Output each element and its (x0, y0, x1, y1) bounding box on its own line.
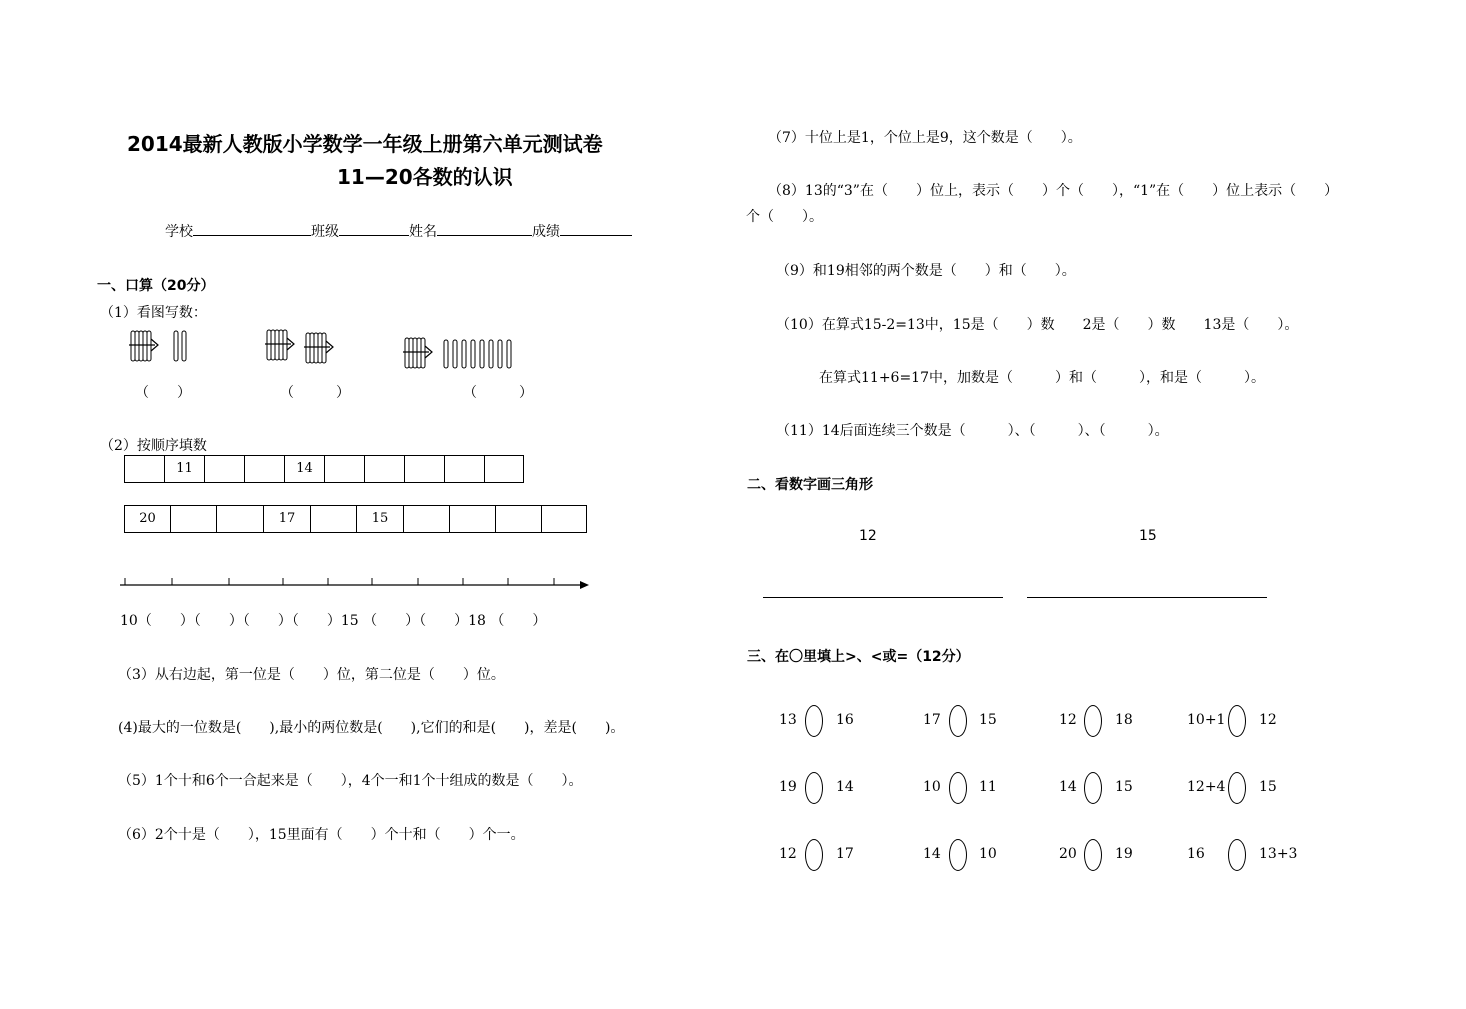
q1-blank-3[interactable]: （ ） (463, 385, 533, 401)
stick-icon (283, 330, 287, 360)
compare-left-value: 10+1 (1187, 712, 1226, 728)
compare-left-value: 12 (779, 846, 797, 862)
q1-label: （1）看图写数： (100, 305, 207, 321)
question-9: （9）和19相邻的两个数是（ ）和（ ）。 (776, 263, 1076, 279)
sequence-blank-cell[interactable] (325, 456, 365, 482)
stick-icon (310, 333, 314, 363)
stick-icon (271, 330, 275, 360)
sequence-number-cell: 14 (285, 456, 325, 482)
stick-icon (267, 330, 271, 360)
stick-icon (314, 333, 318, 363)
question-11: （11）14后面连续三个数是（ ）、（ ）、（ ）。 (776, 423, 1169, 439)
sequence-blank-cell[interactable] (245, 456, 285, 482)
stick-icon (444, 340, 448, 368)
stick-icon (489, 340, 493, 368)
stick-icon (405, 338, 409, 368)
stick-icon (417, 338, 421, 368)
numberline-labels: 10（ ）（ ）（ ）（ ）15 （ ）（ ）18 （ ） (120, 613, 547, 629)
sequence-number-cell: 11 (165, 456, 205, 482)
stick-icon (421, 338, 425, 368)
stick-icon (135, 331, 139, 361)
counting-sticks-picture (0, 0, 1, 1)
stick-icon (279, 330, 283, 360)
question-4: (4)最大的一位数是( ),最小的两位数是( ),它们的和是( )，差是( )。 (118, 720, 625, 736)
stick-icon (462, 340, 466, 368)
score-label: 成绩 (532, 224, 560, 240)
stick-icon (322, 333, 326, 363)
compare-right-value: 11 (979, 779, 997, 795)
question-8-line2: 个（ ）。 (746, 209, 823, 225)
compare-right-value: 15 (979, 712, 997, 728)
sequence-blank-cell[interactable] (311, 506, 357, 532)
compare-circle-blank[interactable] (1228, 839, 1246, 871)
compare-right-value: 18 (1115, 712, 1133, 728)
compare-left-value: 16 (1187, 846, 1205, 862)
stick-icon (507, 340, 511, 368)
sequence-blank-cell[interactable] (496, 506, 542, 532)
question-10-line2: 在算式11+6=17中，加数是（ ）和（ ），和是（ ）。 (819, 370, 1265, 386)
sequence-blank-cell[interactable] (171, 506, 217, 532)
compare-left-value: 14 (923, 846, 941, 862)
compare-right-value: 10 (979, 846, 997, 862)
compare-right-value: 17 (836, 846, 854, 862)
sequence-number-cell: 20 (125, 506, 171, 532)
name-field[interactable] (437, 221, 532, 236)
stick-icon (453, 340, 457, 368)
section3-heading: 三、在〇里填上>、<或=（12分） (747, 649, 970, 665)
sequence-blank-cell[interactable] (205, 456, 245, 482)
compare-circle-blank[interactable] (949, 772, 967, 804)
sequence-blank-cell[interactable] (405, 456, 445, 482)
compare-circle-blank[interactable] (1084, 705, 1102, 737)
sequence-blank-cell[interactable] (217, 506, 264, 532)
school-field[interactable] (193, 221, 311, 236)
stick-icon (275, 330, 279, 360)
compare-circle-blank[interactable] (805, 839, 823, 871)
triangle-number-2: 15 (1139, 528, 1157, 544)
compare-circle-blank[interactable] (949, 705, 967, 737)
compare-left-value: 20 (1059, 846, 1077, 862)
school-label: 学校 (165, 224, 193, 240)
sequence-blank-cell[interactable] (125, 456, 165, 482)
arrow-right-icon (580, 581, 589, 589)
stick-icon (306, 333, 310, 363)
section2-heading: 二、看数字画三角形 (747, 477, 873, 493)
stick-icon (174, 331, 178, 361)
stick-icon (318, 333, 322, 363)
sequence-row-1 (124, 455, 524, 483)
q1-blank-2[interactable]: （ ） (280, 385, 350, 401)
section1-heading: 一、口算（20分） (97, 278, 215, 294)
sequence-blank-cell[interactable] (404, 506, 450, 532)
stick-icon (139, 331, 143, 361)
triangle-number-1: 12 (859, 528, 877, 544)
compare-right-value: 15 (1259, 779, 1277, 795)
question-5: （5）1个十和6个一合起来是（ ），4个一和1个十组成的数是（ ）。 (118, 773, 583, 789)
sequence-blank-cell[interactable] (485, 456, 523, 482)
compare-circle-blank[interactable] (949, 839, 967, 871)
stick-icon (413, 338, 417, 368)
sequence-number-cell: 17 (264, 506, 311, 532)
sequence-blank-cell[interactable] (450, 506, 496, 532)
sequence-blank-cell[interactable] (542, 506, 586, 532)
compare-left-value: 14 (1059, 779, 1077, 795)
drawing-line-2[interactable] (1027, 597, 1267, 598)
compare-circle-blank[interactable] (1228, 772, 1246, 804)
q1-blank-1[interactable]: （ ） (135, 385, 191, 401)
compare-circle-blank[interactable] (805, 705, 823, 737)
stick-icon (143, 331, 147, 361)
sequence-row-2 (124, 505, 587, 533)
page-title: 2014最新人教版小学数学一年级上册第六单元测试卷 (127, 132, 603, 156)
compare-left-value: 13 (779, 712, 797, 728)
question-8-line1: （8）13的“3”在（ ）位上，表示（ ）个（ ），“1”在（ ）位上表示（ ） (768, 183, 1339, 199)
stick-icon (409, 338, 413, 368)
class-label: 班级 (311, 224, 339, 240)
number-line (118, 576, 593, 596)
question-7: （7）十位上是1，个位上是9，这个数是（ ）。 (768, 130, 1082, 146)
compare-left-value: 19 (779, 779, 797, 795)
compare-right-value: 16 (836, 712, 854, 728)
compare-circle-blank[interactable] (1084, 839, 1102, 871)
compare-circle-blank[interactable] (1228, 705, 1246, 737)
sequence-blank-cell[interactable] (445, 456, 485, 482)
class-field[interactable] (339, 221, 409, 236)
info-line (165, 221, 632, 241)
name-label: 姓名 (409, 224, 437, 240)
compare-left-value: 12 (1059, 712, 1077, 728)
compare-right-value: 13+3 (1259, 846, 1298, 862)
compare-right-value: 14 (836, 779, 854, 795)
stick-icon (147, 331, 151, 361)
stick-icon (131, 331, 135, 361)
q2-label: （2）按顺序填数 (100, 438, 207, 454)
score-field[interactable] (560, 221, 632, 236)
compare-circle-blank[interactable] (805, 772, 823, 804)
drawing-line-1[interactable] (763, 597, 1003, 598)
compare-right-value: 15 (1115, 779, 1133, 795)
compare-left-value: 10 (923, 779, 941, 795)
sequence-number-cell: 15 (357, 506, 404, 532)
question-10-line1: （10）在算式15-2=13中，15是（ ）数 2是（ ）数 13是（ ）。 (776, 317, 1299, 333)
compare-right-value: 12 (1259, 712, 1277, 728)
sequence-blank-cell[interactable] (365, 456, 405, 482)
page-subtitle: 11—20各数的认识 (337, 165, 513, 189)
stick-icon (182, 331, 186, 361)
question-3: （3）从右边起，第一位是（ ）位，第二位是（ ）位。 (118, 667, 505, 683)
question-6: （6）2个十是（ ），15里面有（ ）个十和（ ）个一。 (118, 827, 525, 843)
stick-icon (498, 340, 502, 368)
stick-icon (480, 340, 484, 368)
compare-left-value: 17 (923, 712, 941, 728)
compare-left-value: 12+4 (1187, 779, 1226, 795)
compare-circle-blank[interactable] (1084, 772, 1102, 804)
compare-right-value: 19 (1115, 846, 1133, 862)
stick-icon (471, 340, 475, 368)
